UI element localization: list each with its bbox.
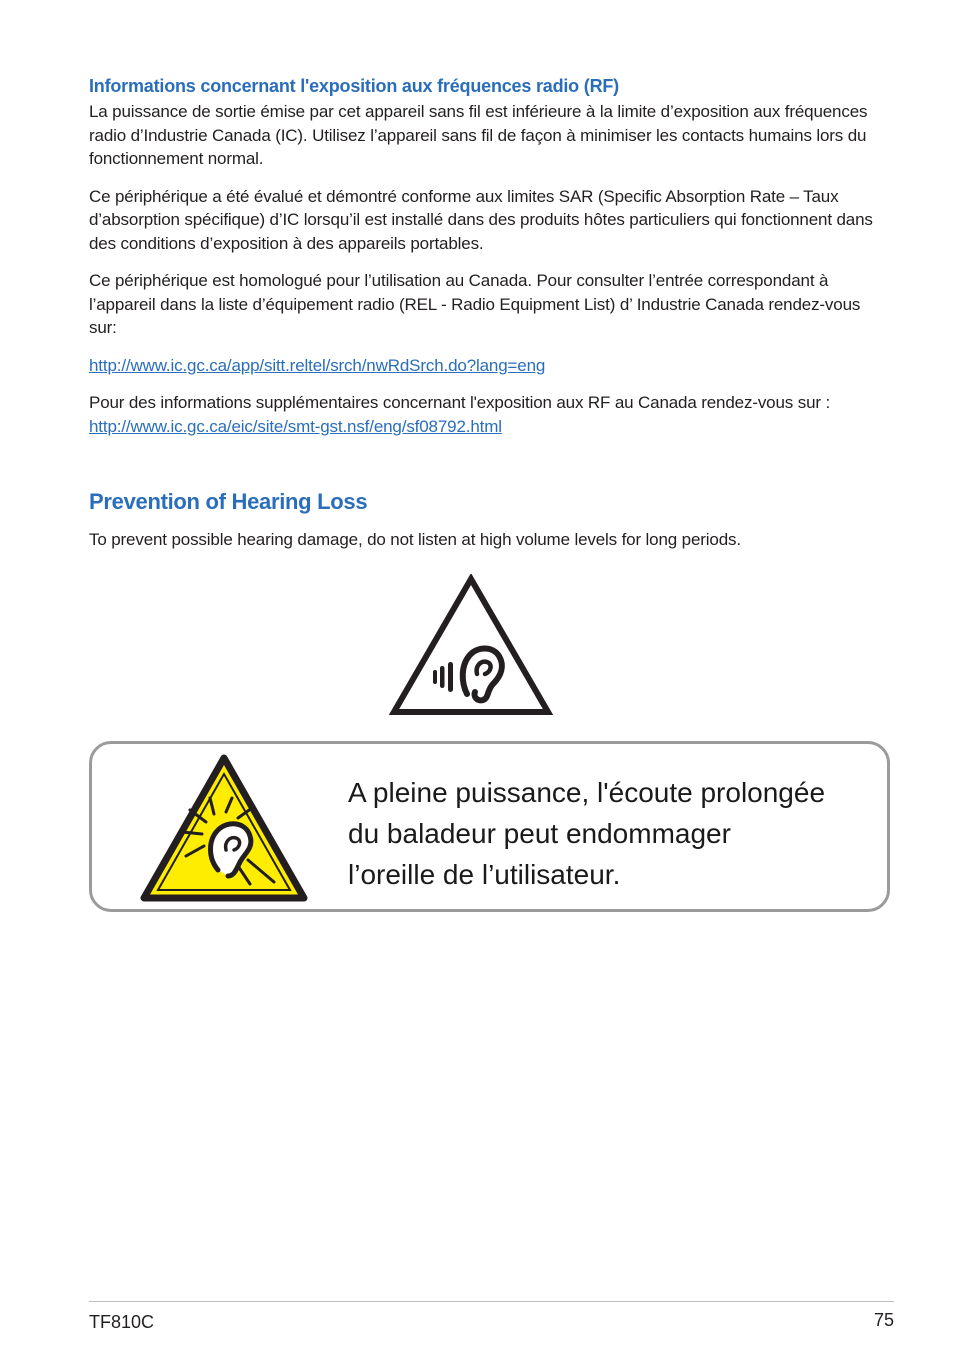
hearing-warning-box — [89, 741, 890, 912]
rf-info-link[interactable]: http://www.ic.gc.ca/eic/site/smt-gst.nsf/eng/sf08792.html — [89, 416, 502, 436]
rel-link-line — [89, 354, 889, 378]
footer-model: TF810C — [89, 1312, 155, 1332]
page-content — [89, 74, 889, 566]
rf-exposure-heading: Informations concernant l'exposition aux fréquences radio (RF) — [89, 76, 619, 96]
yellow-hearing-damage-warning-icon — [138, 752, 310, 904]
page-number: 75 — [873, 1310, 894, 1330]
warning-line-2: du baladeur peut endommager — [348, 818, 731, 849]
footer-divider — [89, 1301, 894, 1302]
warning-line-1: A pleine puissance, l'écoute prolongée — [348, 777, 826, 808]
rf-paragraph-2: Ce périphérique a été évalué et démontré conforme aux limites SAR (Specific Absorption Rate – Taux d’absorption spécifique) d’IC lorsqu’il est installé dans des produits hôtes particuliers qui fonctionnent dans des conditions d’exposition à des appareils portables. — [89, 186, 873, 253]
hearing-loss-heading: Prevention of Hearing Loss — [89, 489, 368, 514]
rf-paragraph-4 — [89, 391, 889, 438]
rel-link[interactable]: http://www.ic.gc.ca/app/sitt.reltel/srch/nwRdSrch.do?lang=eng — [89, 355, 546, 375]
hearing-loss-text: To prevent possible hearing damage, do not listen at high volume levels for long periods. — [89, 530, 741, 549]
rf-paragraph-1: La puissance de sortie émise par cet appareil sans fil est inférieure à la limite d’exposition aux fréquences radio d’Industrie Canada (IC). Utilisez l’appareil sans fil de façon à minimiser les contacts humains lors du fonctionnement normal. — [89, 102, 868, 168]
ear-warning-triangle-icon — [389, 574, 553, 716]
rf-paragraph-3: Ce périphérique est homologué pour l’utilisation au Canada. Pour consulter l’entrée correspondant à l’appareil dans la liste d’équipement radio (REL - Radio Equipment List) d’ Industrie Canada rendez-vous sur: — [89, 271, 861, 337]
warning-line-3: l’oreille de l’utilisateur. — [348, 859, 621, 890]
warning-message — [348, 772, 888, 895]
rf-paragraph-4-text: Pour des informations supplémentaires concernant l'exposition aux RF au Canada rendez-vous sur : — [89, 393, 831, 412]
